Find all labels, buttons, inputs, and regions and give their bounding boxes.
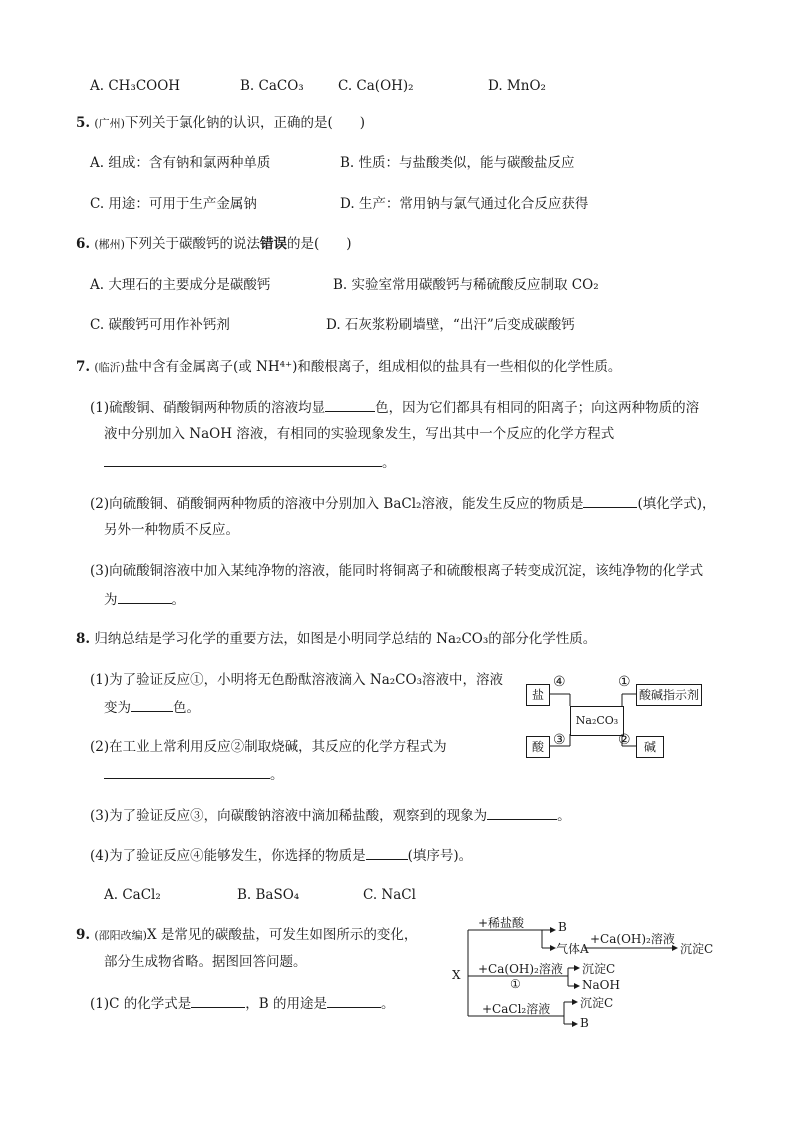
q8-p3-blank[interactable] bbox=[487, 805, 557, 820]
q7-p3-blank[interactable] bbox=[118, 589, 172, 604]
q7-part1-line1 bbox=[90, 397, 699, 418]
q9-stem-line2: 部分生成物省略。据图回答问题。 bbox=[104, 954, 307, 970]
q6-option-d: D. 石灰浆粉刷墙壁，“出汗”后变成碳酸钙 bbox=[326, 317, 575, 333]
q7-part1-line3 bbox=[104, 452, 396, 473]
q8-part3 bbox=[90, 805, 571, 826]
q8-p2-blank[interactable] bbox=[104, 764, 270, 779]
q6-text-pre: 下列关于碳酸钙的说法 bbox=[124, 236, 260, 252]
q8-p4-blank[interactable] bbox=[366, 845, 408, 860]
q5-text: 下列关于氯化钠的认识，正确的是( ) bbox=[124, 115, 366, 131]
q8-num-3: ③ bbox=[553, 732, 566, 748]
q9-stem-line1 bbox=[76, 925, 417, 946]
q9-circled-1: ① bbox=[510, 977, 521, 991]
q8-center-box: Na₂CO₃ bbox=[570, 706, 624, 736]
q5-number: 5. bbox=[76, 115, 91, 131]
q8-text: 归纳总结是学习化学的重要方法，如图是小明同学总结的 Na₂CO₃的部分化学性质。 bbox=[94, 631, 597, 647]
q5-option-d: D. 生产：常用钠与氯气通过化合反应获得 bbox=[340, 196, 589, 212]
q9-reagent-cacl2: +CaCl₂溶液 bbox=[482, 1002, 551, 1016]
q6-number: 6. bbox=[76, 236, 91, 252]
q8-salt-box: 盐 bbox=[526, 684, 550, 706]
q7-p1-b: 色，因为它们都具有相同的阳离子；向这两种物质的溶 bbox=[375, 400, 700, 416]
q8-num-4: ④ bbox=[553, 674, 566, 690]
q9-part1 bbox=[90, 993, 394, 1014]
q8-option-c: C. NaCl bbox=[363, 887, 416, 903]
q5-option-b: B. 性质：与盐酸类似，能与碳酸盐反应 bbox=[340, 155, 575, 171]
q9-reagent-caoh2-mid: +Ca(OH)₂溶液 bbox=[478, 962, 563, 976]
q9-reagent-caoh2-top: +Ca(OH)₂溶液 bbox=[590, 932, 675, 946]
q7-stem bbox=[76, 357, 621, 378]
q7-p2-a: (2)向硫酸铜、硝酸铜两种物质的溶液中分别加入 BaCl₂溶液，能发生反应的物质是 bbox=[90, 496, 584, 512]
q8-p2-end: 。 bbox=[270, 767, 284, 783]
q9-gas-a: 气体A bbox=[556, 942, 589, 956]
q8-p1-end: 色。 bbox=[173, 700, 200, 716]
q7-source: (临沂) bbox=[94, 361, 125, 374]
q7-text: 盐中含有金属离子(或 NH⁴⁺)和酸根离子，组成相似的盐具有一些相似的化学性质。 bbox=[124, 359, 622, 375]
q7-part2-line1 bbox=[90, 493, 716, 514]
q8-indicator-box: 酸碱指示剂 bbox=[636, 684, 702, 706]
q9-diagram bbox=[452, 918, 732, 1036]
q9-source: (邵阳改编) bbox=[94, 929, 147, 942]
q8-option-a: A. CaCl₂ bbox=[104, 887, 161, 903]
q7-p3-b: 为 bbox=[104, 592, 118, 608]
q8-num-2: ② bbox=[618, 732, 631, 748]
q6-text-post: 的是( ) bbox=[286, 236, 352, 252]
q6-text-bold: 错误 bbox=[259, 236, 287, 252]
q9-p1-b: ，B 的用途是 bbox=[245, 996, 327, 1012]
q5-option-c: C. 用途：可用于生产金属钠 bbox=[90, 196, 257, 212]
q7-p3-end: 。 bbox=[171, 592, 185, 608]
q8-part2-line2 bbox=[104, 764, 284, 785]
q8-acid-box: 酸 bbox=[526, 736, 550, 758]
q9-p1-blank2[interactable] bbox=[327, 993, 381, 1008]
q4-option-c: C. Ca(OH)₂ bbox=[338, 78, 414, 94]
q6-option-c: C. 碳酸钙可用作补钙剂 bbox=[90, 317, 230, 333]
q8-diagram bbox=[526, 674, 702, 760]
q9-x-label: X bbox=[452, 968, 461, 982]
q9-precipitate-c-top: 沉淀C bbox=[680, 942, 714, 956]
q8-p1-b: 变为 bbox=[104, 700, 131, 716]
q9-p1-a: (1)C 的化学式是 bbox=[90, 996, 192, 1012]
q9-naoh: NaOH bbox=[582, 978, 620, 992]
q9-product-b3: B bbox=[580, 1016, 589, 1030]
q6-source: (郴州) bbox=[94, 238, 125, 251]
q8-p3-end: 。 bbox=[557, 808, 571, 824]
q7-p1-blank2[interactable] bbox=[104, 452, 382, 467]
q7-p1-a: (1)硫酸铜、硝酸铜两种物质的溶液均显 bbox=[90, 400, 326, 416]
q8-p4-b: (填序号)。 bbox=[407, 848, 473, 864]
q8-p4-a: (4)为了验证反应④能够发生，你选择的物质是 bbox=[90, 848, 366, 864]
q7-part2-line2: 另外一种物质不反应。 bbox=[104, 522, 239, 538]
q8-part1-line2 bbox=[104, 697, 200, 718]
q4-option-d: D. MnO₂ bbox=[488, 78, 546, 94]
q6-stem bbox=[76, 234, 352, 255]
q8-num-1: ① bbox=[618, 674, 631, 690]
q9-product-b1: B bbox=[558, 920, 567, 934]
q8-base-box: 碱 bbox=[636, 736, 664, 758]
q4-option-a: A. CH₃COOH bbox=[90, 78, 181, 94]
q8-part4 bbox=[90, 845, 472, 866]
q5-source: (广州) bbox=[94, 117, 125, 130]
q7-p2-blank[interactable] bbox=[583, 493, 637, 508]
q7-number: 7. bbox=[76, 359, 91, 375]
q8-number: 8. bbox=[76, 631, 91, 647]
q5-stem bbox=[76, 113, 365, 134]
q8-p3-a: (3)为了验证反应③，向碳酸钠溶液中滴加稀盐酸，观察到的现象为 bbox=[90, 808, 488, 824]
q9-p1-blank1[interactable] bbox=[191, 993, 245, 1008]
q8-part2-line1: (2)在工业上常利用反应②制取烧碱，其反应的化学方程式为 bbox=[90, 739, 447, 755]
q6-option-b: B. 实验室常用碳酸钙与稀硫酸反应制取 CO₂ bbox=[333, 277, 599, 293]
q7-part1-line2: 液中分别加入 NaOH 溶液，有相同的实验现象发生，写出其中一个反应的化学方程式 bbox=[104, 426, 615, 442]
q9-precipitate-c-mid: 沉淀C bbox=[582, 962, 616, 976]
q9-p1-end: 。 bbox=[380, 996, 395, 1012]
q9-reagent-hcl: +稀盐酸 bbox=[478, 916, 525, 930]
q8-option-b: B. BaSO₄ bbox=[237, 887, 300, 903]
q7-p1-end: 。 bbox=[382, 455, 396, 471]
q7-p1-blank1[interactable] bbox=[325, 397, 375, 412]
q9-text-a: X 是常见的碳酸盐，可发生如图所示的变化， bbox=[146, 927, 418, 943]
q8-stem bbox=[76, 629, 596, 649]
q9-number: 9. bbox=[76, 927, 91, 943]
q7-part3-line1: (3)向硫酸铜溶液中加入某纯净物的溶液，能同时将铜离子和硫酸根离子转变成沉淀，该纯净物的化学式 bbox=[90, 563, 704, 579]
q6-option-a: A. 大理石的主要成分是碳酸钙 bbox=[90, 277, 271, 293]
q7-p2-b: (填化学式)， bbox=[637, 496, 716, 512]
q9-precipitate-c-bottom: 沉淀C bbox=[580, 996, 614, 1010]
q7-part3-line2 bbox=[104, 589, 185, 610]
q5-option-a: A. 组成：含有钠和氯两种单质 bbox=[90, 155, 271, 171]
q8-part1-line1: (1)为了验证反应①，小明将无色酚酞溶液滴入 Na₂CO₃溶液中，溶液 bbox=[90, 672, 503, 688]
q8-p1-blank[interactable] bbox=[131, 697, 173, 712]
q4-option-b: B. CaCO₃ bbox=[240, 78, 304, 94]
